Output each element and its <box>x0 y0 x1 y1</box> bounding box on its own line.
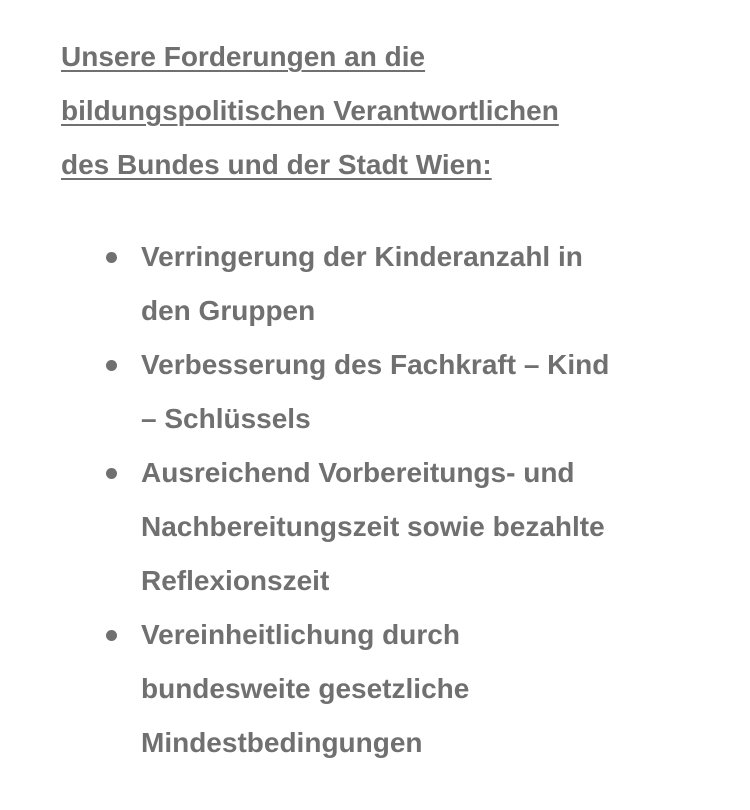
heading-line-3: des Bundes und der Stadt Wien: <box>61 149 492 180</box>
list-item-text-line-1: Vereinheitlichung durch <box>141 619 460 650</box>
heading-line-1: Unsere Forderungen an die <box>61 41 426 72</box>
bullet-icon <box>106 252 117 263</box>
demands-list <box>61 230 701 770</box>
list-item-text-line-2: den Gruppen <box>141 295 316 326</box>
article-content <box>61 30 701 770</box>
list-item-minimum-standards <box>61 608 701 770</box>
bullet-icon <box>106 468 117 479</box>
list-item-text-line-2: – Schlüssels <box>141 403 311 434</box>
list-item-staff-ratio <box>61 338 701 446</box>
list-item-text-line-1: Verringerung der Kinderanzahl in <box>141 241 583 272</box>
bullet-icon <box>106 360 117 371</box>
list-item-text-line-1: Ausreichend Vorbereitungs- und <box>141 457 575 488</box>
demands-heading <box>61 30 661 192</box>
list-item-text-line-1: Verbesserung des Fachkraft – Kind <box>141 349 610 380</box>
bullet-icon <box>106 630 117 641</box>
list-item-text-line-2: Nachbereitungszeit sowie bezahlte <box>141 511 605 542</box>
list-item-text-line-2: bundesweite gesetzliche <box>141 673 470 704</box>
heading-line-2: bildungspolitischen Verantwortlichen <box>61 95 559 126</box>
list-item-text-line-3: Mindestbedingungen <box>141 727 423 758</box>
list-item-preparation-time <box>61 446 701 608</box>
list-item-reduce-group-size <box>61 230 701 338</box>
list-item-text-line-3: Reflexionszeit <box>141 565 330 596</box>
